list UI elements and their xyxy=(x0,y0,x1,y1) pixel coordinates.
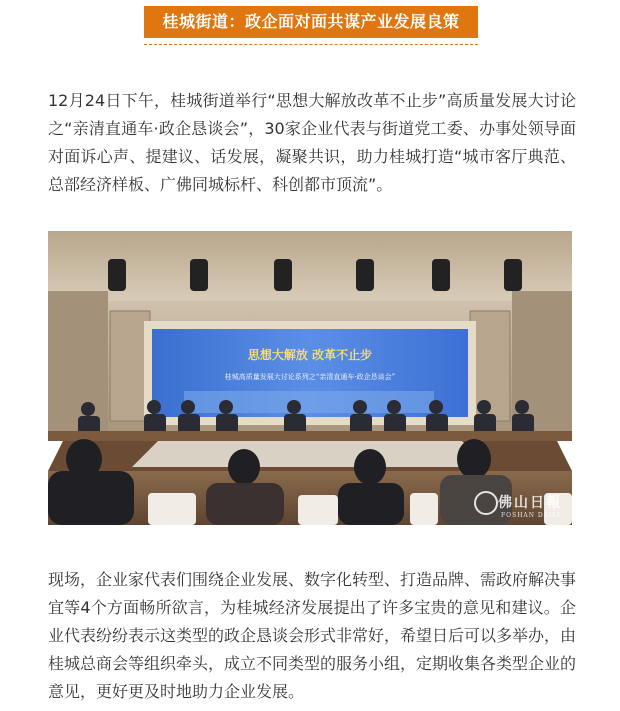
article-header xyxy=(0,6,620,50)
watermark-subtext: FOSHAN DAILY xyxy=(501,512,562,519)
meeting-photo xyxy=(48,231,572,525)
screen-subtitle: 桂城高质量发展大讨论系列之“亲清直通车·政企恳谈会” xyxy=(224,373,396,381)
watermark-logo-icon xyxy=(474,491,498,515)
paragraph-intro: 12月24日下午，桂城街道举行“思想大解放改革不止步”高质量发展大讨论之“亲清直通车·政企恳谈会”，30家企业代表与街道党工委、办事处领导面对面诉心声、提建议、话发展，凝聚共识，助力桂城打造“城市客厅典范、总部经济样板、广佛同城标杆、科创都市顶流”。 xyxy=(48,91,576,194)
screen-slogan: 思想大解放 改革不止步 xyxy=(247,348,373,362)
watermark-text: 佛山日報 xyxy=(498,495,562,511)
paragraph-discussion: 现场，企业家代表们围绕企业发展、数字化转型、打造品牌、需政府解决事宜等4个方面畅所欲言，为桂城经济发展提出了许多宝贵的意见和建议。企业代表纷纷表示这类型的政企恳谈会形式非常好，希望日后可以多举办，由桂城总商会等组织牵头，成立不同类型的服务小组，定期收集各类型企业的意见，更好更及时地助力企业发展。 xyxy=(48,570,577,701)
header-divider xyxy=(144,44,478,45)
photo-watermark xyxy=(498,492,562,519)
header-title: 桂城街道：政企面对面共谋产业发展良策 xyxy=(144,6,478,38)
